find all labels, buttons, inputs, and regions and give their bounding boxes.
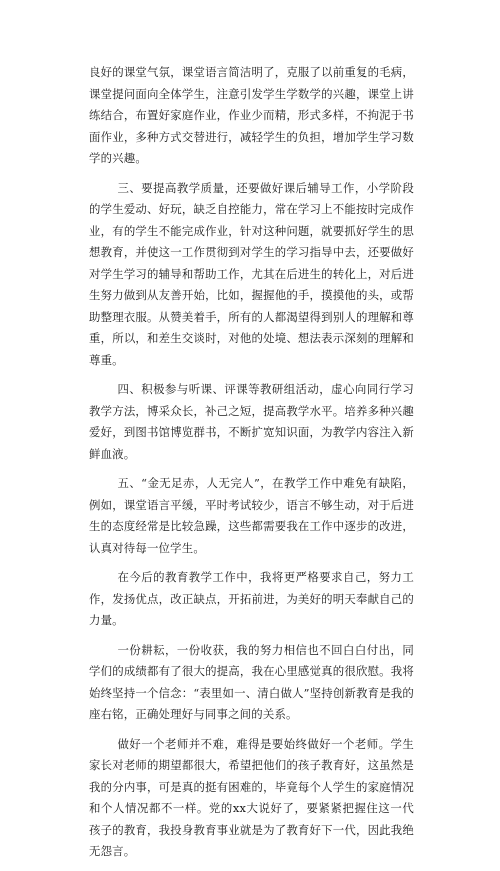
document-body <box>89 62 414 871</box>
paragraph-4: 五、“金无足赤，人无完人”，在教学工作中难免有缺陷，例如，课堂语言平缓，平时考试较少，语言不够生动，对于后进生的态度经常是比较急躁，这些都需要我在工作中逐步的改进，认真对待每一位学生。 <box>89 476 414 555</box>
paragraph-5: 在今后的教育教学工作中，我将更严格要求自己，努力工作，发扬优点，改正缺点，开拓前进，为美好的明天奉献自己的力量。 <box>89 570 414 627</box>
paragraph-7: 做好一个老师并不难，难得是要始终做好一个老师。学生家长对老师的期望都很大，希望把他们的孩子教育好，这虽然是我的分内事，可是真的挺有困难的，毕竟每个人学生的家庭情况和个人情况都不一样。党的xx大说好了，要紧紧把握住这一代孩子的教育，我投身教育事业就是为了教育好下一代，因此我绝无怨言。 <box>89 736 414 858</box>
paragraph-6: 一份耕耘，一份收获，我的努力相信也不回白白付出，同学们的成绩都有了很大的提高，我在心里感觉真的很欣慰。我将始终坚持一个信念：“表里如一、清白做人”坚持创新教育是我的座右铭，正确处理好与同事之间的关系。 <box>89 642 414 721</box>
paragraph-2: 三、要提高教学质量，还要做好课后辅导工作，小学阶段的学生爱动、好玩，缺乏自控能力，常在学习上不能按时完成作业，有的学生不能完成作业，针对这种问题，就要抓好学生的思想教育，并使这一工作贯彻到对学生的学习指导中去，还要做好对学生学习的辅导和帮助工作，尤其在后进生的转化上，对后进生努力做到从友善开始，比如，握握他的手，摸摸他的头，或帮助整理衣服。从赞美着手，所有的人都渴望得到别人的理解和尊重，所以，和差生交谈时，对他的处境、想法表示深刻的理解和尊重。 <box>89 180 414 367</box>
paragraph-1: 良好的课堂气氛，课堂语言简洁明了，克服了以前重复的毛病，课堂提问面向全体学生，注意引发学生学数学的兴趣，课堂上讲练结合，布置好家庭作业，作业少而精，形式多样，不拘泥于书面作业，多种方式交替进行，减轻学生的负担，增加学生学习数学的兴趣。 <box>89 65 414 165</box>
paragraph-3: 四、积极参与听课、评课等教研组活动，虚心向同行学习教学方法，博采众长，补己之短，提高教学水平。培养多种兴趣爱好，到图书馆博览群书，不断扩宽知识面，为教学内容注入新鲜血液。 <box>89 382 414 461</box>
